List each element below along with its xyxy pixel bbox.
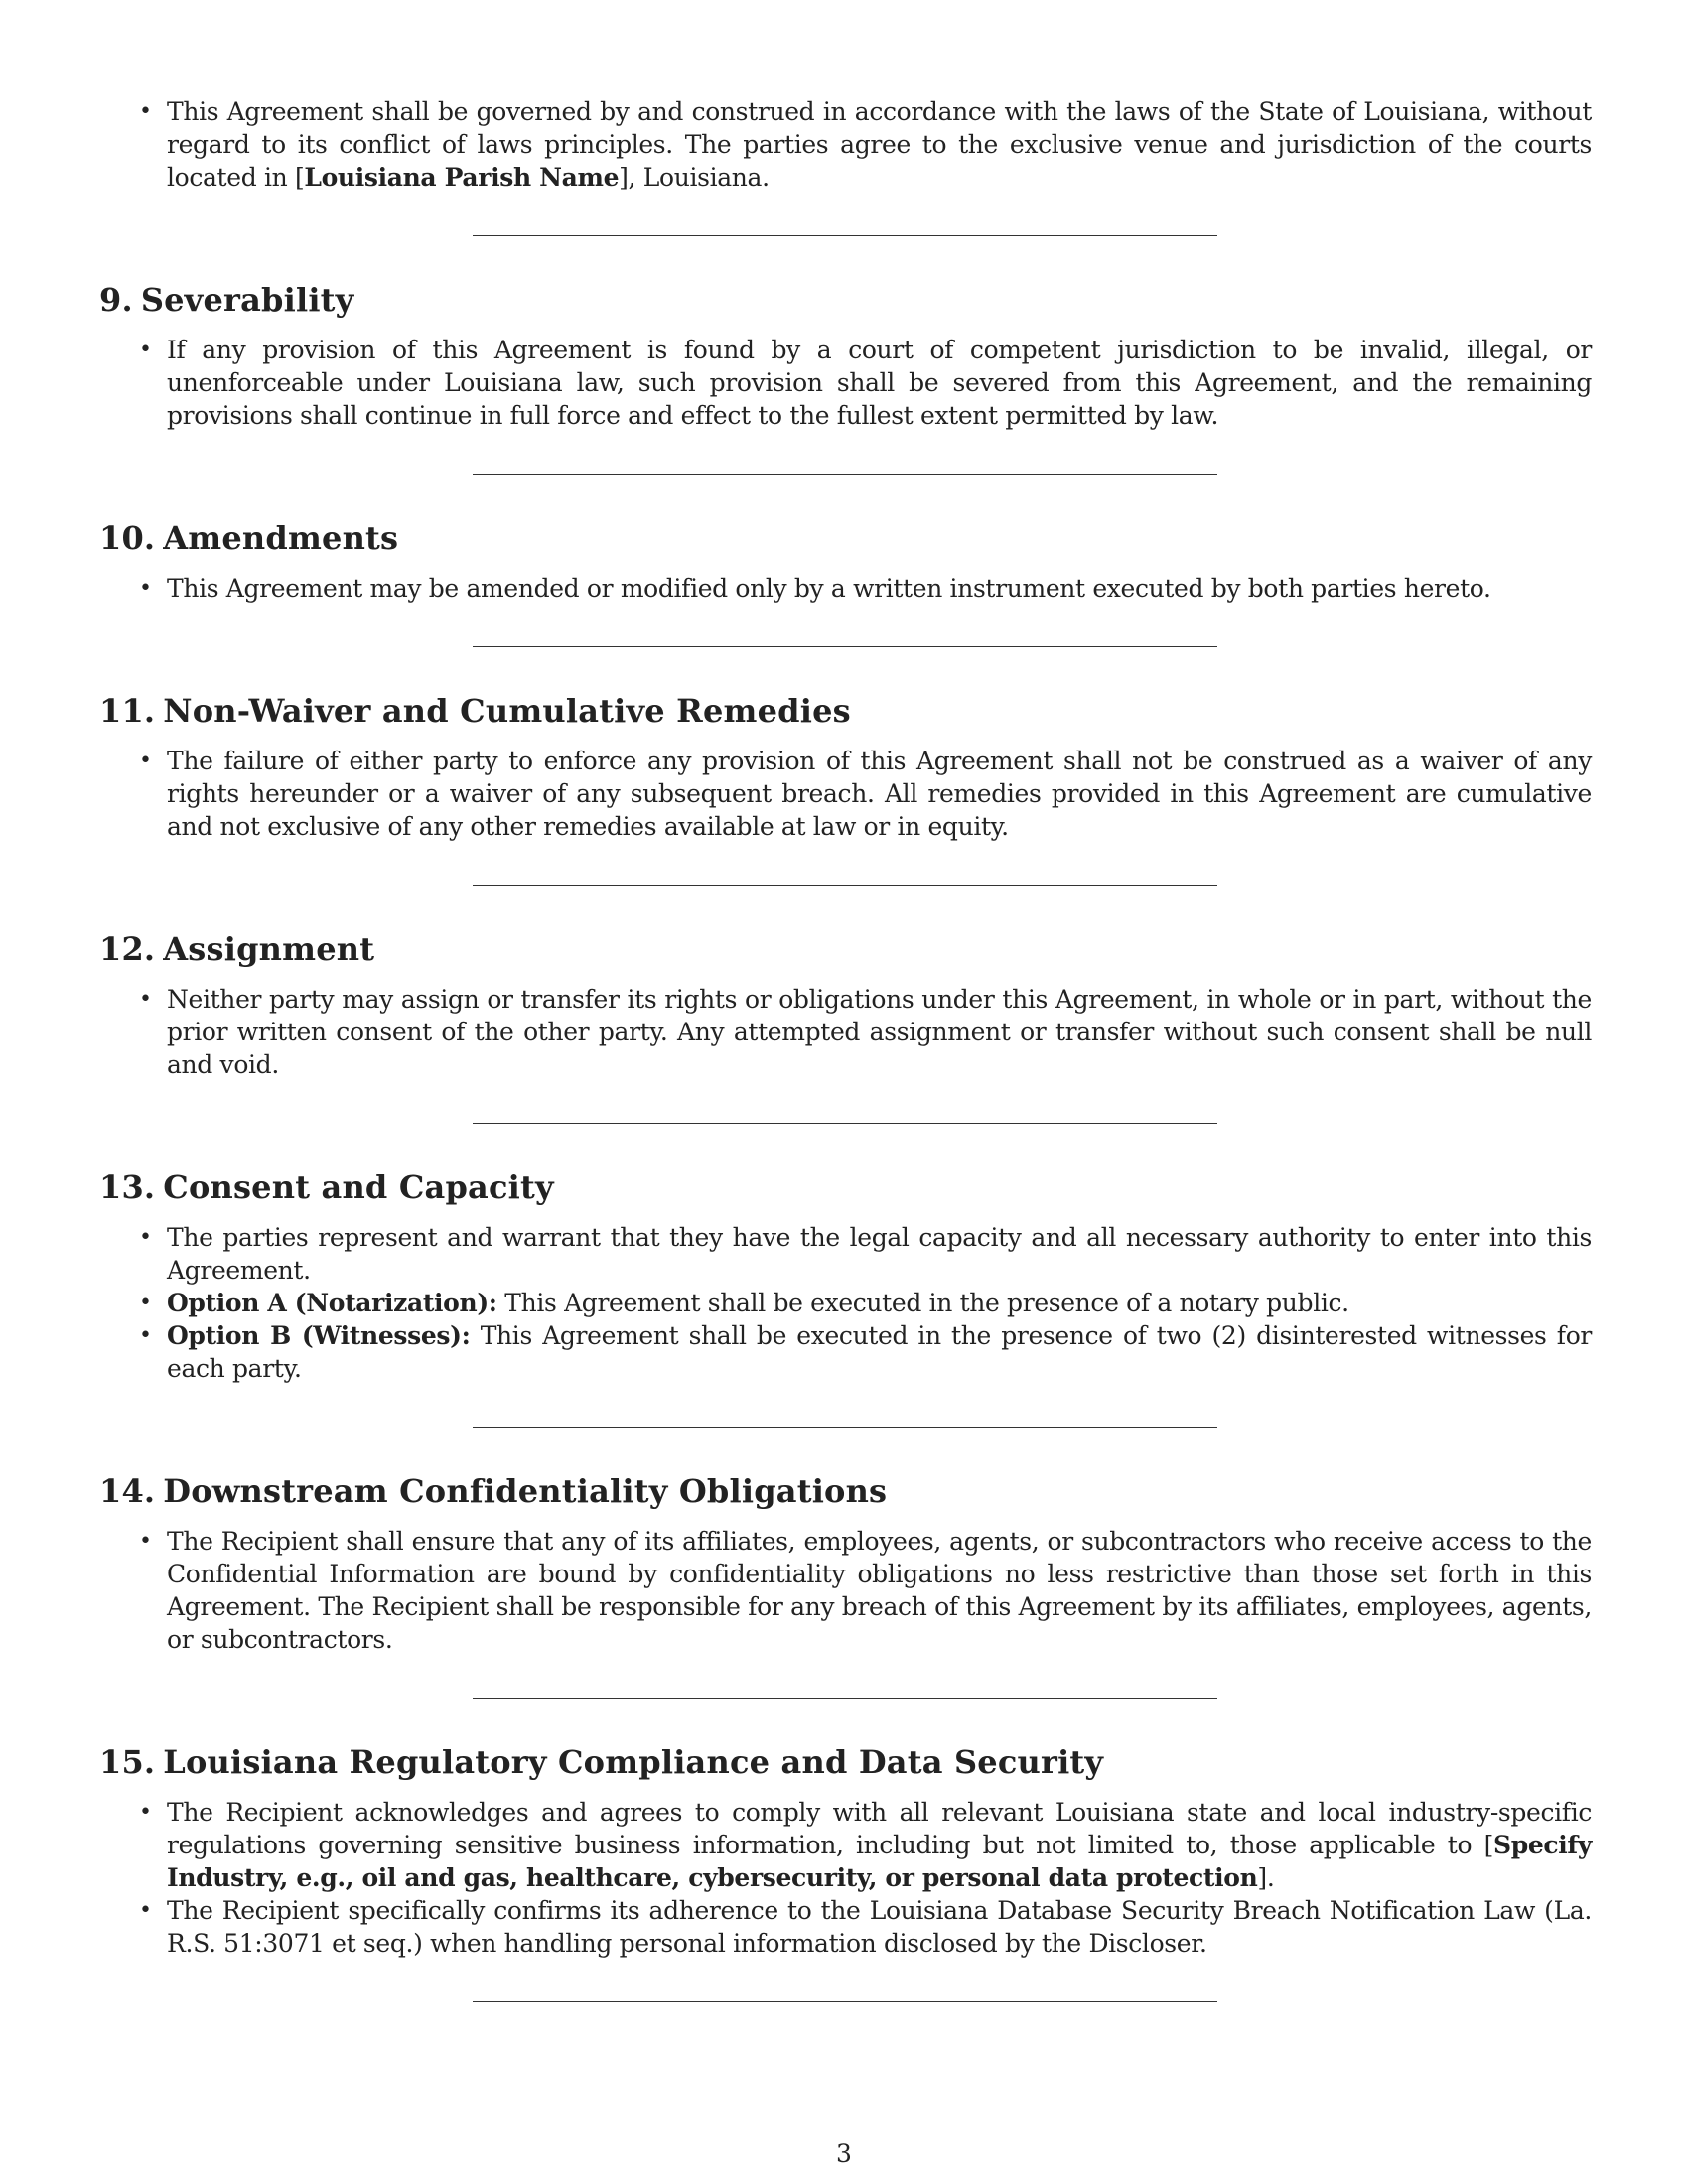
body-text: ]. — [1257, 1863, 1275, 1892]
bullet-item — [99, 1796, 1592, 1894]
section-heading — [99, 280, 1592, 320]
body-text: If any provision of this Agreement is found by a court of competent jurisdiction to be invalid, illegal, or unenforceable under Louisiana law, such provision shall be severed from this Agreement, and the remaining provisions shall continue in full force and effect to the fullest extent permitted by law. — [167, 336, 1592, 430]
bullet-icon: • — [139, 1898, 152, 1923]
section — [99, 518, 1592, 647]
bullet-item — [99, 572, 1592, 605]
body-text: The Recipient specifically confirms its adherence to the Louisiana Database Security Breach Notification Law (La. R.S. 51:3071 et seq.) when handling personal information disclosed by the Discloser. — [167, 1896, 1592, 1958]
section-title: Consent and Capacity — [163, 1168, 554, 1206]
section-divider — [473, 646, 1217, 647]
body-text: The Recipient shall ensure that any of its affiliates, employees, agents, or subcontractors who receive access to the Confidential Information are bound by confidentiality obligations no less restrictive than those set forth in this Agreement. The Recipient shall be responsible for any breach of this Agreement by its affiliates, employees, agents, or subcontractors. — [167, 1527, 1592, 1654]
section-number: 14. — [99, 1472, 156, 1510]
bullet-icon: • — [139, 1800, 152, 1825]
section-number: 10. — [99, 519, 156, 557]
body-text: This Agreement shall be governed by and construed in accordance with the laws of the State of Louisiana, without regard to its conflict of laws principles. The parties agree to the exclusive venue and jurisdiction of the courts located in [ — [167, 97, 1592, 192]
section-number: 15. — [99, 1743, 156, 1781]
body-text: The Recipient acknowledges and agrees to comply with all relevant Louisiana state and local industry-specific regulations governing sensitive business information, including but not limited to, those applicable to [ — [167, 1798, 1592, 1859]
section — [99, 929, 1592, 1124]
body-text: ], Louisiana. — [619, 163, 770, 192]
intro-bullet-list — [99, 95, 1592, 194]
section-title: Assignment — [163, 930, 375, 968]
section — [99, 1167, 1592, 1428]
page-number: 3 — [836, 2139, 852, 2168]
section-divider — [473, 885, 1217, 886]
section-divider — [473, 1427, 1217, 1428]
bullet-icon: • — [139, 99, 152, 124]
section-bullet-list — [99, 745, 1592, 843]
bullet-icon: • — [139, 338, 152, 362]
bold-text: Louisiana Parish Name — [304, 163, 620, 192]
bullet-item — [99, 1221, 1592, 1287]
section-bullet-list — [99, 1525, 1592, 1656]
bullet-item — [99, 983, 1592, 1081]
section-title: Louisiana Regulatory Compliance and Data Security — [163, 1743, 1104, 1781]
bullet-icon: • — [139, 1291, 152, 1315]
section-heading — [99, 691, 1592, 731]
bullet-icon: • — [139, 1323, 152, 1348]
document-page — [99, 95, 1592, 2002]
bold-text: Option A (Notarization): — [167, 1289, 497, 1317]
bullet-item — [99, 1287, 1592, 1319]
bullet-icon: • — [139, 749, 152, 773]
section-number: 11. — [99, 692, 156, 730]
section-divider — [473, 2001, 1217, 2002]
body-text: This Agreement shall be executed in the presence of two (2) disinterested witnesses for each party. — [167, 1321, 1592, 1383]
bullet-icon: • — [139, 1225, 152, 1250]
section — [99, 1742, 1592, 2002]
bullet-icon: • — [139, 987, 152, 1012]
section-bullet-list — [99, 1221, 1592, 1385]
section — [99, 1471, 1592, 1699]
section-heading — [99, 518, 1592, 558]
section-number: 12. — [99, 930, 156, 968]
bullet-item — [99, 1525, 1592, 1656]
section-heading — [99, 1471, 1592, 1511]
body-text: The parties represent and warrant that they have the legal capacity and all necessary authority to enter into this Agreement. — [167, 1223, 1592, 1285]
bold-text: Specify Industry, e.g., oil and gas, healthcare, cybersecurity, or personal data protection — [167, 1831, 1592, 1892]
bold-text: Option B (Witnesses): — [167, 1321, 471, 1350]
section — [99, 280, 1592, 475]
bullet-icon: • — [139, 576, 152, 601]
sections-container — [99, 280, 1592, 2002]
bullet-item — [99, 745, 1592, 843]
section-title: Non-Waiver and Cumulative Remedies — [163, 692, 851, 730]
section-divider — [473, 235, 1217, 236]
body-text: This Agreement may be amended or modified only by a written instrument executed by both parties hereto. — [167, 574, 1491, 603]
body-text: Neither party may assign or transfer its rights or obligations under this Agreement, in whole or in part, without the prior written consent of the other party. Any attempted assignment or transfer without such consent shall be null and void. — [167, 985, 1592, 1079]
section — [99, 691, 1592, 886]
section-number: 13. — [99, 1168, 156, 1206]
bullet-item — [99, 95, 1592, 194]
section-bullet-list — [99, 983, 1592, 1081]
body-text: The failure of either party to enforce any provision of this Agreement shall not be construed as a waiver of any rights hereunder or a waiver of any subsequent breach. All remedies provided in this Agreement are cumulative and not exclusive of any other remedies available at law or in equity. — [167, 747, 1592, 841]
bullet-item — [99, 1319, 1592, 1385]
section-heading — [99, 1742, 1592, 1782]
section-bullet-list — [99, 572, 1592, 605]
section-title: Downstream Confidentiality Obligations — [163, 1472, 888, 1510]
section-number: 9. — [99, 281, 133, 319]
section-divider — [473, 1698, 1217, 1699]
section-title: Severability — [140, 281, 354, 319]
body-text: This Agreement shall be executed in the presence of a notary public. — [496, 1289, 1349, 1317]
section-divider — [473, 1123, 1217, 1124]
section-divider — [473, 474, 1217, 475]
section-heading — [99, 1167, 1592, 1207]
bullet-icon: • — [139, 1529, 152, 1554]
bullet-item — [99, 1894, 1592, 1960]
section-title: Amendments — [163, 519, 399, 557]
section-bullet-list — [99, 334, 1592, 432]
bullet-item — [99, 334, 1592, 432]
section-heading — [99, 929, 1592, 969]
section-bullet-list — [99, 1796, 1592, 1960]
